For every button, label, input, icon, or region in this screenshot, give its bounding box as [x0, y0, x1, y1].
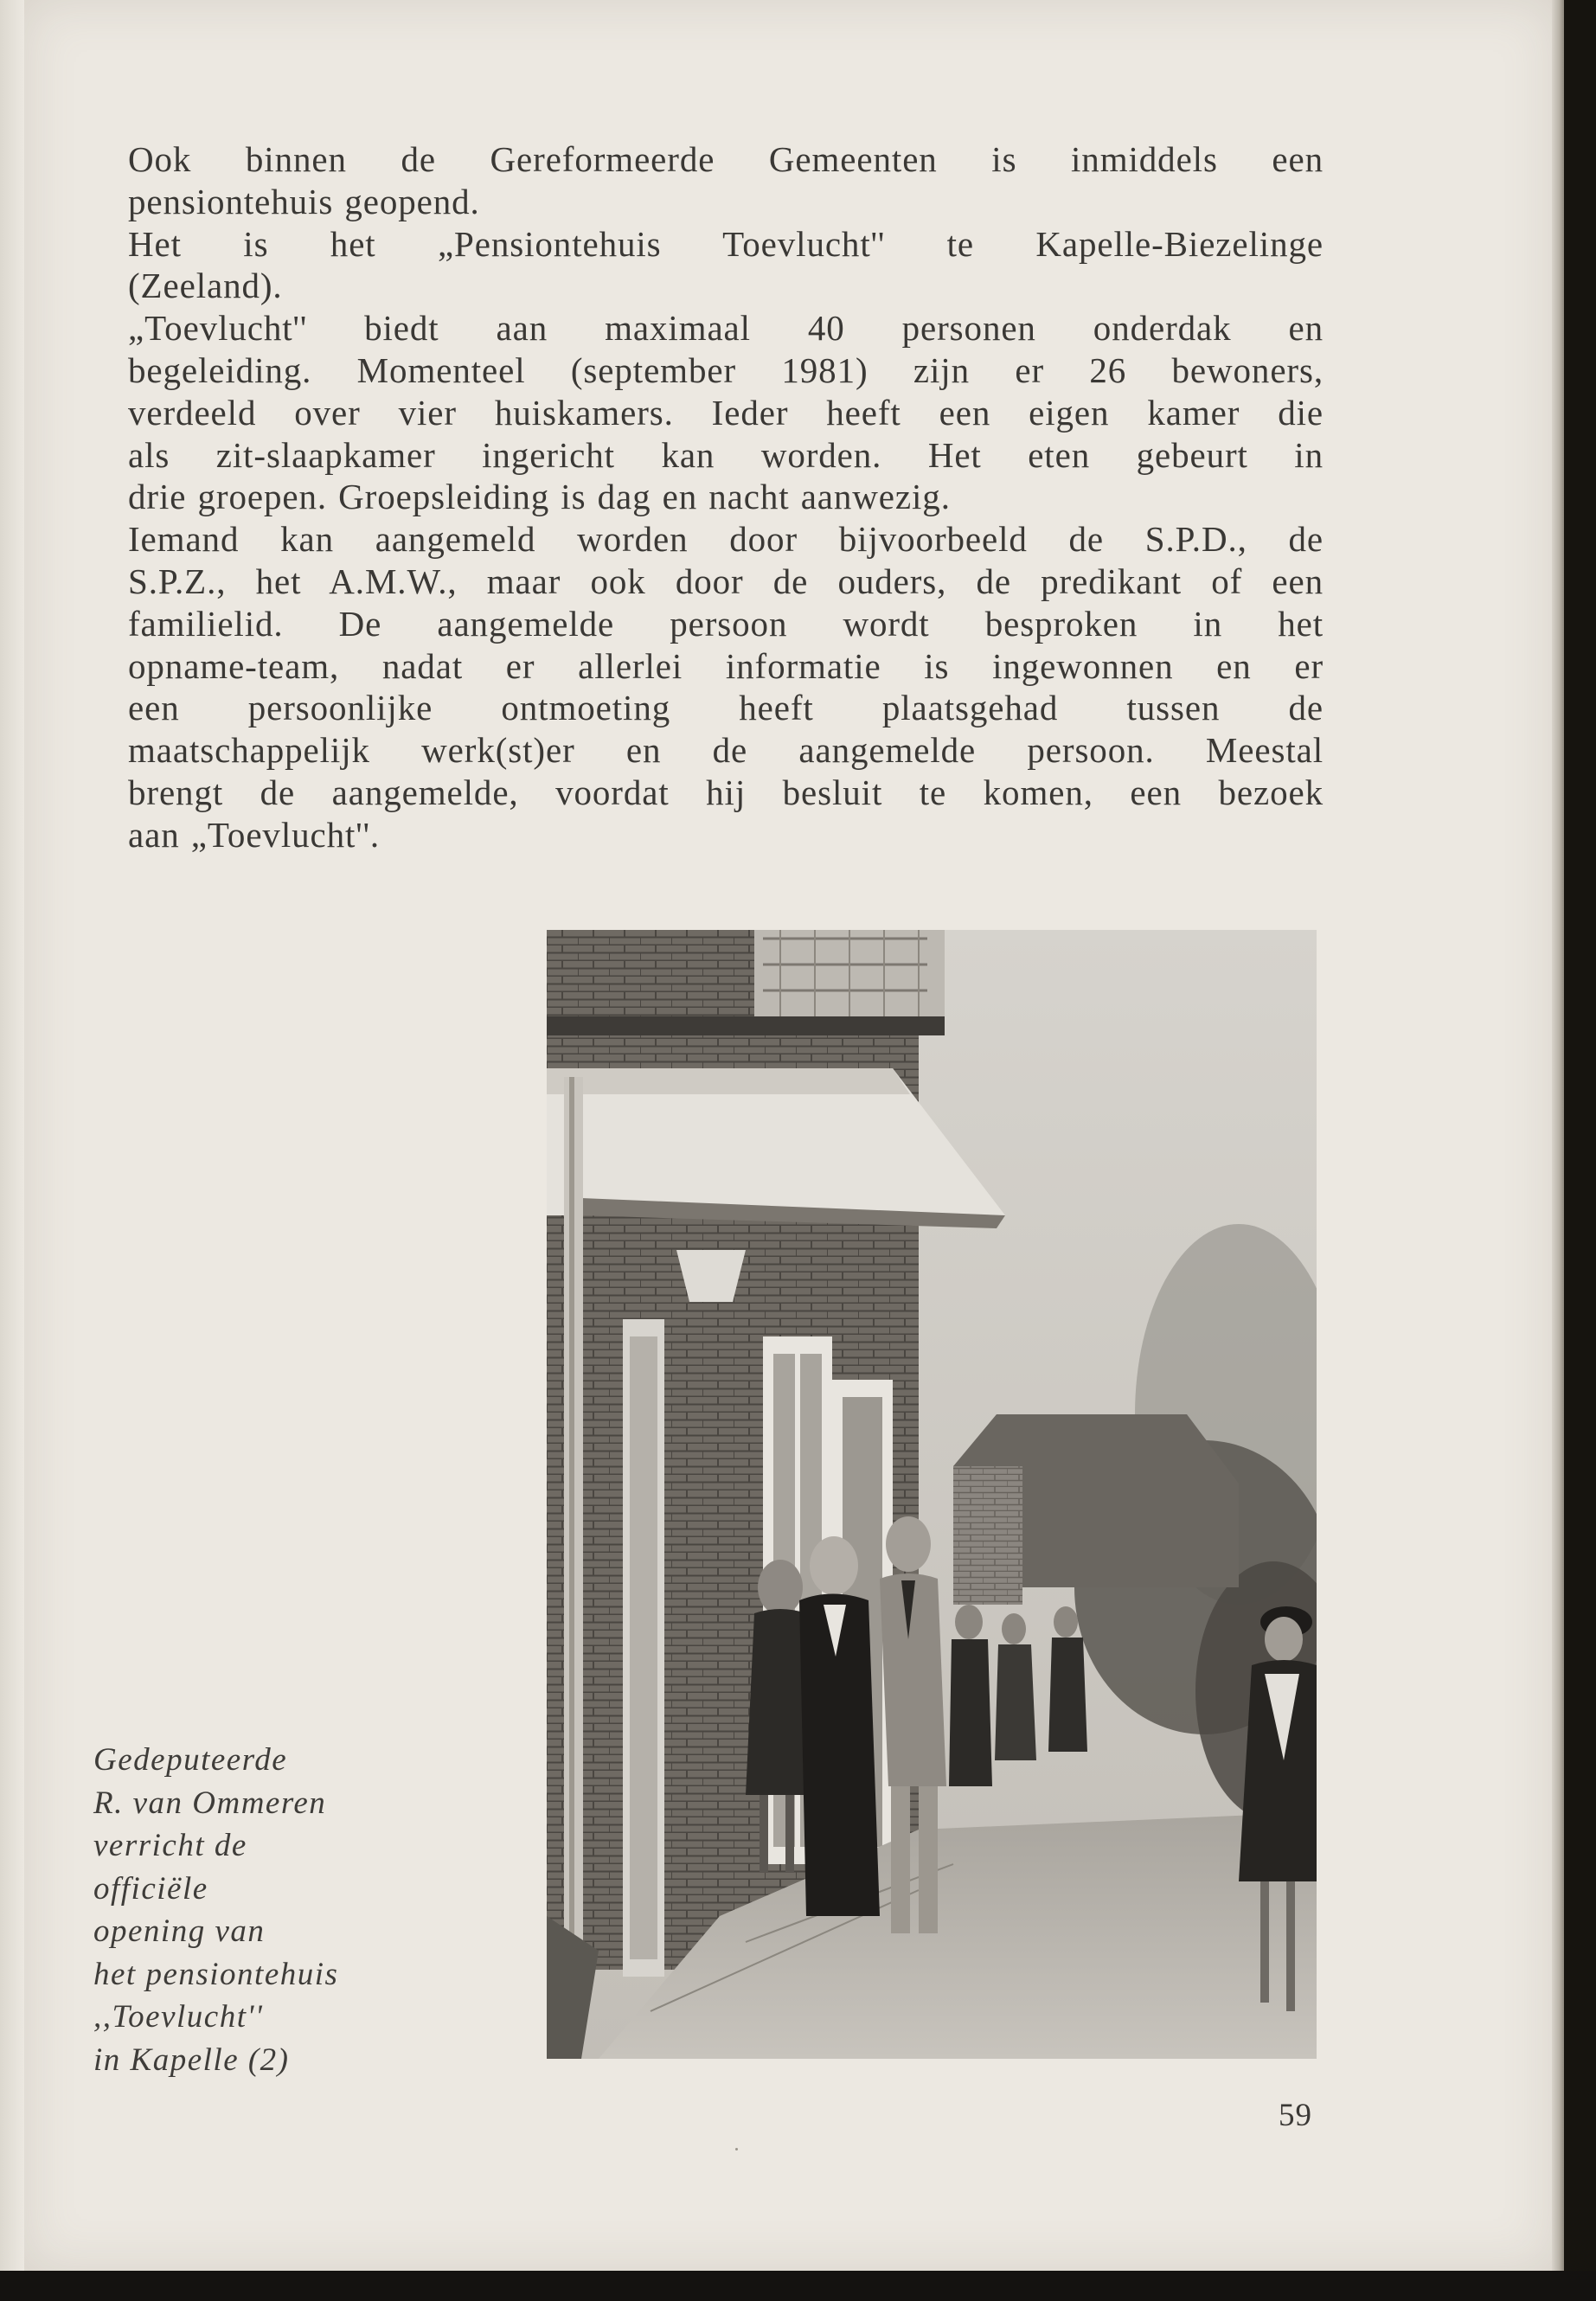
- article-line: familielid. De aangemelde persoon wordt besproken in het: [128, 603, 1324, 644]
- caption-line: het pensiontehuis: [93, 1956, 339, 1992]
- caption-line: verricht de: [93, 1828, 247, 1863]
- article-line: een persoonlijke ontmoeting heeft plaatsgehad tussen de: [128, 688, 1324, 728]
- scan-background: [0, 2271, 1596, 2301]
- article-text: [128, 138, 1324, 856]
- article-line: aan „Toevlucht''.: [128, 814, 381, 855]
- article-line: pensiontehuis geopend.: [128, 181, 480, 221]
- photo-illustration: [547, 930, 1317, 2059]
- binding-edge: [0, 0, 24, 2301]
- caption-line: Gedeputeerde: [93, 1742, 288, 1778]
- article-line: Het is het „Pensiontehuis Toevlucht'' te Kapelle-Biezelinge: [128, 223, 1324, 264]
- page-edge: [1552, 0, 1564, 2271]
- article-line: Ook binnen de Gereformeerde Gemeenten is inmiddels een: [128, 139, 1324, 179]
- article-line: „Toevlucht'' biedt aan maximaal 40 personen onderdak en: [128, 308, 1324, 349]
- caption-line: officiële: [93, 1870, 208, 1907]
- article-line: drie groepen. Groepsleiding is dag en nacht aanwezig.: [128, 477, 951, 517]
- article-line: S.P.Z., het A.M.W., maar ook door de ouders, de predikant of een: [128, 561, 1324, 601]
- caption-line: in Kapelle (2): [93, 2041, 290, 2078]
- article-line: opname-team, nadat er allerlei informatie is ingewonnen en er: [128, 645, 1324, 686]
- article-line: als zit-slaapkamer ingericht kan worden. Het eten gebeurt in: [128, 434, 1324, 475]
- article-line: maatschappelijk werk(st)er en de aangemelde persoon. Meestal: [128, 730, 1324, 771]
- caption-line: opening van: [93, 1913, 266, 1949]
- article-line: begeleiding. Momenteel (september 1981) zijn er 26 bewoners,: [128, 349, 1324, 390]
- opening-ceremony-photo: [547, 930, 1317, 2059]
- article-line: brengt de aangemelde, voordat hij besluit te komen, een bezoek: [128, 772, 1324, 812]
- article-line: Iemand kan aangemeld worden door bijvoorbeeld de S.P.D., de: [128, 519, 1324, 560]
- article-line: (Zeeland).: [128, 266, 283, 306]
- caption-line: R. van Ommeren: [93, 1785, 327, 1821]
- caption-line: ,,Toevlucht'': [93, 1999, 264, 2035]
- paper-speck: [735, 2148, 738, 2150]
- page-number: 59: [1279, 2098, 1312, 2133]
- photo-caption: [93, 1739, 457, 2081]
- article-line: verdeeld over vier huiskamers. Ieder heeft een eigen kamer die: [128, 392, 1324, 433]
